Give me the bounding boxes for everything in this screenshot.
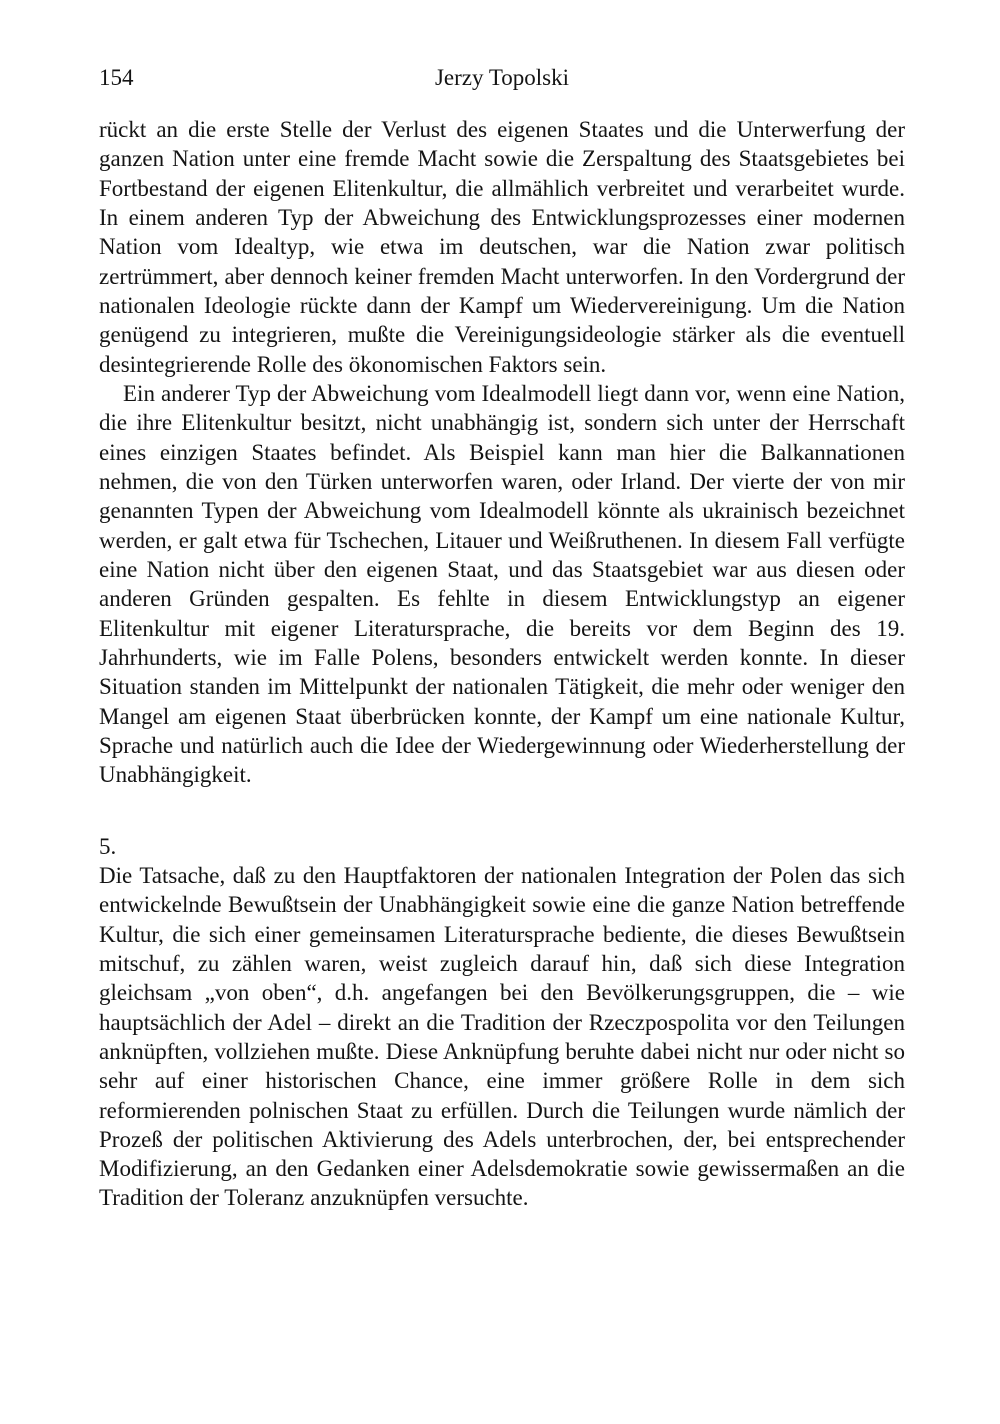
section-gap bbox=[99, 790, 905, 832]
running-title: Jerzy Topolski bbox=[434, 65, 570, 90]
body-text bbox=[99, 115, 905, 1213]
paragraph-abweichung-typen: Ein anderer Typ der Abweichung vom Idealmodell liegt dann vor, wenn eine Nation, die ihre Elitenkultur besitzt, nicht unabhängig ist, sondern sich unter der Herrschaft eines einzigen Staates befindet. Als Beispiel kann man hier die Balkannationen nehmen, die von den Türken unterworfen waren, oder Irland. Der vierte der von mir genannten Typen der Abweichung vom Idealmodell könnte als ukrainisch bezeichnet werden, er galt etwa für Tschechen, Litauer und Weißruthenen. In diesem Fall verfügte eine Nation nicht über den eigenen Staat, und das Staatsgebiet war aus diesen oder anderen Gründen gespalten. Es fehlte in diesem Entwicklungstyp an eigener Elitenkultur mit eigener Literatursprache, die bereits vor dem Beginn des 19. Jahrhunderts, wie im Falle Polens, besonders entwickelt werden konnte. In dieser Situation standen im Mittelpunkt der nationalen Tätigkeit, die mehr oder weniger den Mangel am eigenen Staat überbrücken konnte, der Kampf um eine nationale Kultur, Sprache und natürlich auch die Idee der Wiedergewinnung oder Wiederherstellung der Unabhängigkeit. bbox=[99, 380, 905, 788]
section-number: 5. bbox=[99, 833, 117, 859]
page-number: 154 bbox=[99, 65, 134, 90]
section-paragraph: Die Tatsache, daß zu den Hauptfaktoren der nationalen Integration der Polen das sich entwickelnde Bewußtsein der Unabhängigkeit sowie eine die ganze Nation betreffende Kultur, die sich einer gemeinsamen Literatursprache bediente, die dieses Bewußtsein mitschuf, zu zählen waren, weist zugleich darauf hin, daß sich diese Integration gleichsam „von oben“, d.h. angefangen bei den Bevölkerungsgruppen, die – wie hauptsächlich der Adel – direkt an die Tradition der Rzeczpospolita vor den Teilungen anknüpften, vollziehen mußte. Diese Anknüpfung beruhte dabei nicht nur oder nicht so sehr auf einer historischen Chance, eine immer größere Rolle in dem sich reformierenden polnischen Staat zu erfüllen. Durch die Teilungen wurde nämlich der Prozeß der politischen Aktivierung des Adels unterbrochen, der, bei entsprechender Modifizierung, an den Gedanken einer Adelsdemokratie sowie gewissermaßen an die Tradition der Toleranz anzuknüpfen versuchte. bbox=[99, 862, 905, 1211]
running-head bbox=[99, 62, 905, 94]
paragraph-continued: rückt an die erste Stelle der Verlust des eigenen Staates und die Unterwerfung der ganzen Nation unter eine fremde Macht sowie die Zerspaltung des Staatsgebietes bei Fortbestand der eigenen Elitenkultur, die allmählich verbreitet und verarbeitet wurde. In einem anderen Typ der Abweichung des Entwicklungsprozesses einer modernen Nation vom Idealtyp, wie etwa im deutschen, war die Nation zwar politisch zertrümmert, aber dennoch keiner fremden Macht unterworfen. In den Vordergrund der nationalen Ideologie rückte dann der Kampf um Wiedervereinigung. Um die Nation genügend zu integrieren, mußte die Vereinigungsideologie stärker als die eventuell desintegrierende Rolle des ökonomischen Faktors sein. bbox=[99, 117, 905, 377]
